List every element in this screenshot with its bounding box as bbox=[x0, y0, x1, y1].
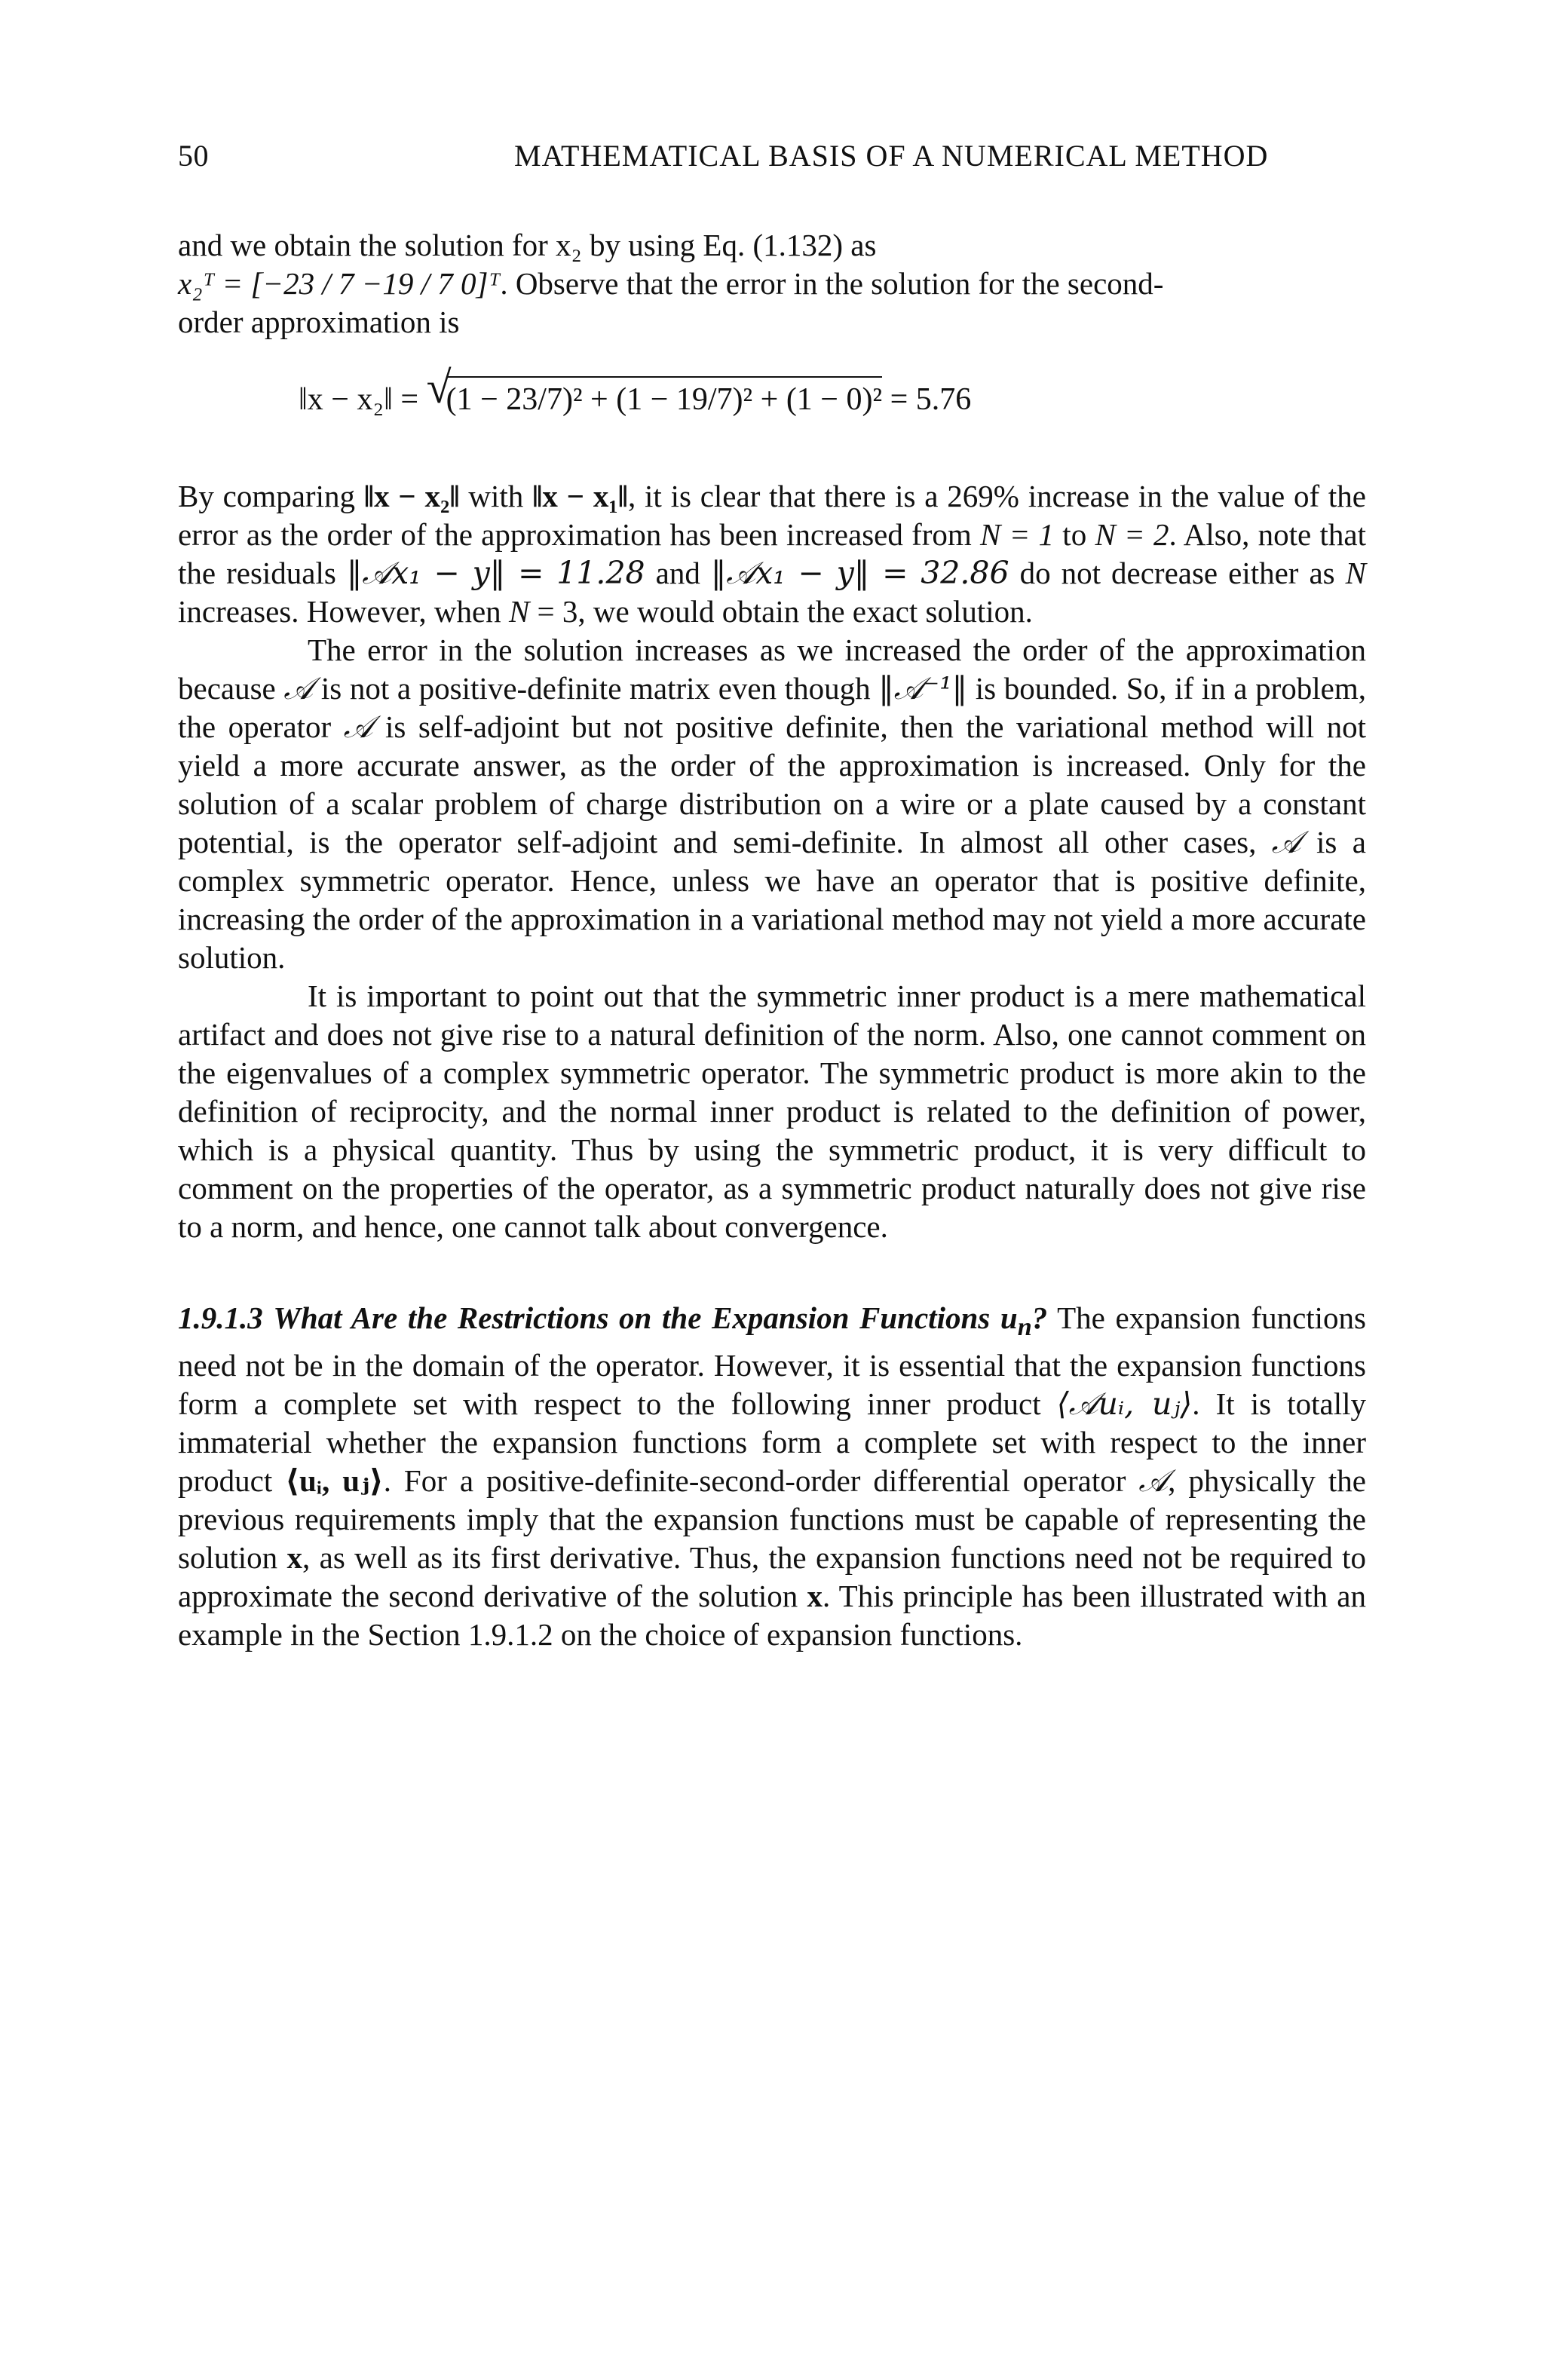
text-run: . For a positive-definite-second-order differential operator bbox=[383, 1463, 1139, 1499]
text-run: , physically the previous requirements imply that the expansion functions must be capable of representing the solution bbox=[178, 1463, 1366, 1576]
running-head: MATHEMATICAL BASIS OF A NUMERICAL METHOD bbox=[514, 139, 1269, 173]
intro-line-3: order approximation is bbox=[178, 305, 460, 339]
equation-rhs: = 5.76 bbox=[882, 382, 972, 417]
intro-paragraph bbox=[178, 226, 1366, 342]
section-title-text: What Are the Restrictions on the Expansion Functions u bbox=[273, 1300, 1018, 1335]
text-run: is not a positive-definite matrix even though bbox=[313, 671, 879, 706]
paragraph-symmetric-product: It is important to point out that the symmetric inner product is a mere mathematical artifact and does not give rise to a natural definition of the norm. Also, one cannot comment on the eigenvalues of a complex symmetric operator. The symmetric product is more akin to the definition of reciprocity, and the normal inner product is related to the definition of power, which is a physical quantity. Thus by using the symmetric product, it is very difficult to comment on the properties of the operator, as a symmetric product naturally does not give rise to a norm, and hence, one cannot talk about convergence. bbox=[178, 979, 1366, 1244]
intro-vector-x2: x₂ᵀ = [−23 / 7 −19 / 7 0]ᵀ bbox=[178, 266, 501, 301]
text-run: with bbox=[459, 479, 533, 513]
operator-symbol: 𝒜 bbox=[1271, 824, 1301, 860]
text-run: = 3, we would obtain the exact solution. bbox=[529, 594, 1033, 629]
math-vector: x bbox=[807, 1579, 823, 1614]
operator-symbol: 𝒜 bbox=[283, 670, 314, 706]
section-spacer bbox=[178, 1246, 1366, 1299]
text-run: and bbox=[645, 556, 711, 590]
math-vector: x bbox=[286, 1540, 302, 1576]
math-norm: ‖x − x₂‖ bbox=[363, 479, 460, 513]
square-root bbox=[426, 363, 883, 419]
radical-sign-icon: √ bbox=[426, 363, 452, 412]
operator-symbol: 𝒜 bbox=[1138, 1463, 1169, 1499]
text-run: is bounded. So, if in a problem, the operator bbox=[178, 671, 1366, 744]
equation-radicand: (1 − 23/7)² + (1 − 19/7)² + (1 − 0)² bbox=[446, 376, 882, 419]
math-inline: N = 2 bbox=[1095, 517, 1169, 552]
body-text bbox=[178, 226, 1366, 1654]
text-run: . It is totally immaterial whether the expansion functions form a complete set with respect to the inner product bbox=[178, 1386, 1367, 1499]
operator-symbol: 𝒜 bbox=[343, 709, 373, 745]
page-number: 50 bbox=[178, 139, 209, 173]
paragraph-error bbox=[178, 631, 1366, 977]
math-inline: N bbox=[508, 594, 530, 629]
math-residual: ‖𝒜x₁ − y‖ = 32.86 bbox=[710, 555, 1009, 591]
text-run: is self-adjoint but not positive definite, then the variational method will not yield a more accurate answer, as the order of the approximation is increased. Only for the solution of a scalar problem of charge distribution on a wire or a plate caused by a constant potential, is the operator self-adjoint and semi-definite. In almost all other cases, bbox=[178, 709, 1366, 859]
text-run: The error in the solution increases as we increased the order of the approximation because bbox=[178, 633, 1366, 706]
equation-lhs: ‖x − x₂‖ = bbox=[299, 382, 427, 417]
inner-product: ⟨uᵢ, uⱼ⟩ bbox=[285, 1463, 384, 1499]
math-inline: N bbox=[1345, 556, 1366, 590]
error-equation bbox=[178, 342, 1366, 477]
text-run: is a complex symmetric operator. Hence, unless we have an operator that is positive definite, increasing the order of the approximation in a variational method may not yield a more accurate solution. bbox=[178, 825, 1366, 975]
inner-product: ⟨𝒜uᵢ, uⱼ⟩ bbox=[1056, 1386, 1193, 1423]
text-run: to bbox=[1054, 517, 1095, 552]
math-norm: ‖x − x₁‖ bbox=[532, 479, 628, 513]
page-header bbox=[178, 138, 1366, 183]
section-number: 1.9.1.3 bbox=[178, 1300, 263, 1335]
math-norm: ‖𝒜⁻¹‖ bbox=[878, 670, 968, 706]
section-title-end: ? bbox=[1031, 1300, 1048, 1335]
text-run: By comparing bbox=[178, 479, 364, 513]
paragraph-comparison bbox=[178, 477, 1366, 631]
section-1-9-1-3 bbox=[178, 1299, 1366, 1654]
text-run: , it is clear that there is a 269% increase in the value of the error as the order of the approximation has been increased from bbox=[178, 479, 1367, 552]
intro-line-1: and we obtain the solution for x₂ by using Eq. (1.132) as bbox=[178, 228, 877, 262]
math-inline: N = 1 bbox=[980, 517, 1055, 552]
intro-line-2: . Observe that the error in the solution for the second- bbox=[500, 266, 1164, 301]
section-title bbox=[273, 1300, 1048, 1342]
text-run: . This principle has been illustrated with an example in the Section 1.9.1.2 on the choice of expansion functions. bbox=[178, 1579, 1366, 1653]
math-residual: ‖𝒜x₁ − y‖ = 11.28 bbox=[346, 555, 645, 591]
section-title-subscript: n bbox=[1017, 1313, 1032, 1342]
text-run: do not decrease either as bbox=[1009, 556, 1346, 590]
text-run: . Also, note that the residuals bbox=[178, 517, 1366, 590]
text-run: , as well as its first derivative. Thus, the expansion functions need not be required to approximate the second derivative of the solution bbox=[178, 1540, 1366, 1614]
text-run: increases. However, when bbox=[178, 594, 509, 629]
text-run: The expansion functions need not be in the domain of the operator. However, it is essential that the expansion functions form a complete set with respect to the following inner product bbox=[178, 1300, 1367, 1422]
